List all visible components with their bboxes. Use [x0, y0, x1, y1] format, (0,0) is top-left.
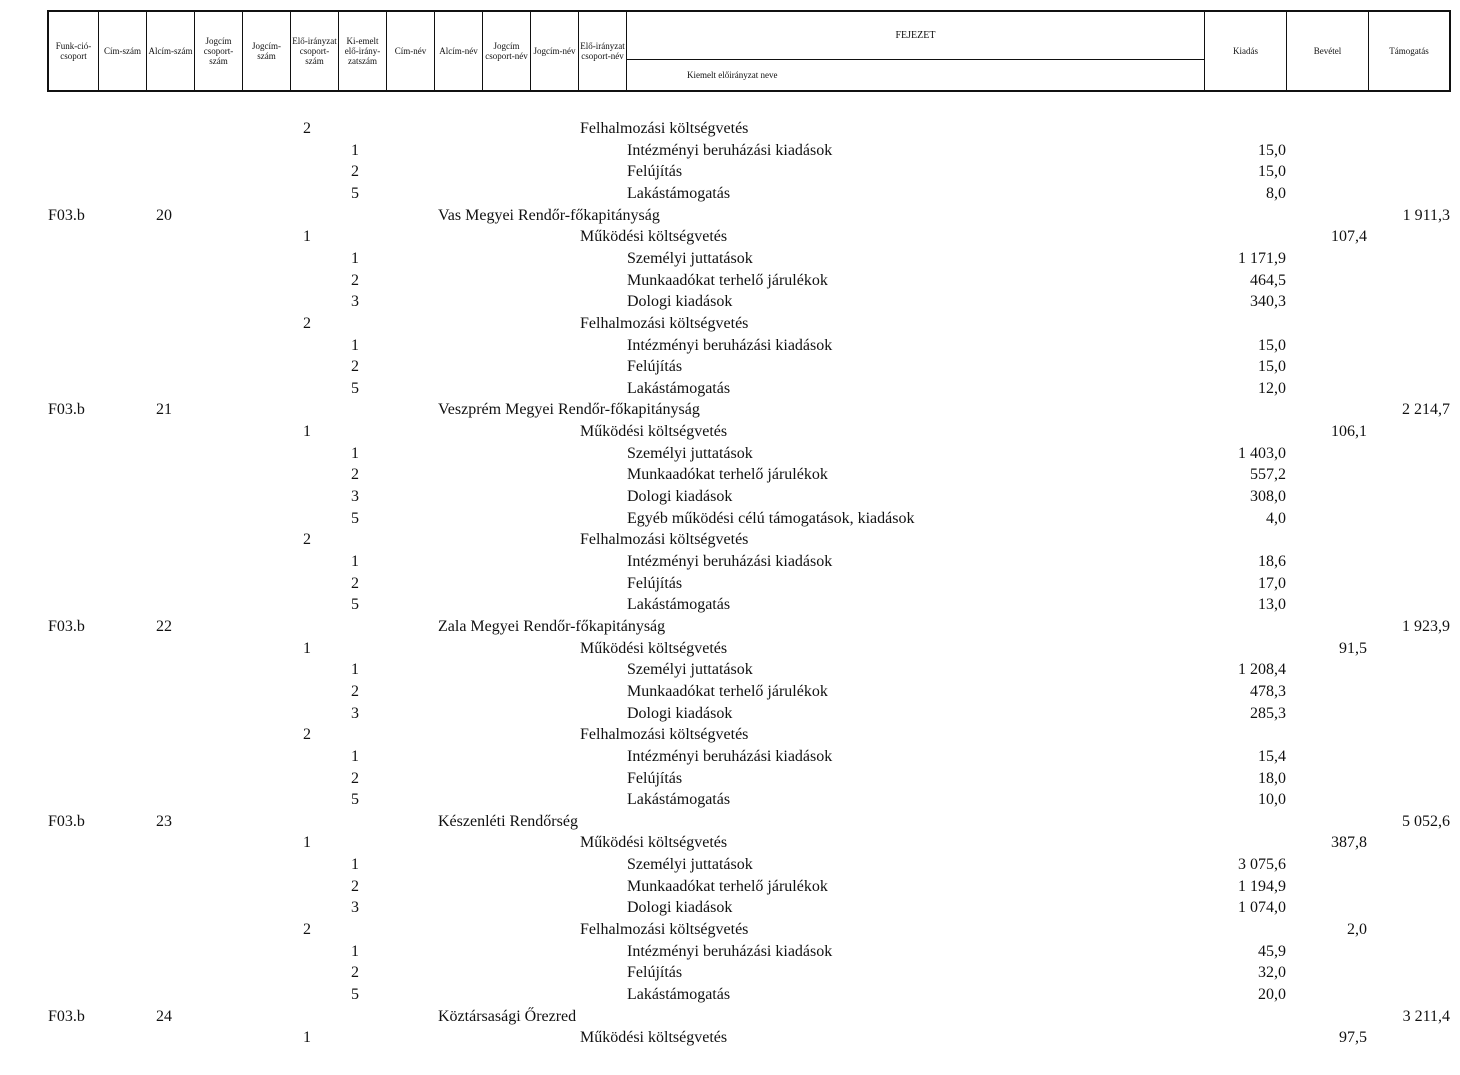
kiemelt-nev-cell: Dologi kiadások	[627, 293, 733, 311]
kiemelt-nev-cell: Felújítás	[627, 964, 683, 982]
kiadas-cell: 15,0	[1258, 163, 1286, 181]
kiadas-cell: 10,0	[1258, 791, 1286, 809]
table-row	[0, 681, 1460, 702]
header-cimnev: Cím-név	[387, 12, 435, 90]
eloiranyzat-csoport-cell: 2	[303, 921, 311, 939]
table-row	[0, 378, 1460, 399]
kiadas-cell: 18,0	[1258, 769, 1286, 787]
table-row	[0, 508, 1460, 529]
csoport-nev-cell: Működési költségvetés	[580, 423, 728, 441]
table-row	[0, 573, 1460, 594]
table-row	[0, 335, 1460, 356]
table-row	[0, 659, 1460, 680]
table-row	[0, 941, 1460, 962]
eloiranyzat-csoport-cell: 1	[303, 228, 311, 246]
csoport-nev-cell: Felhalmozási költségvetés	[580, 531, 749, 549]
header-bevetel: Bevétel	[1287, 12, 1369, 90]
cimszam-cell: 23	[156, 812, 172, 830]
csoport-nev-cell: Működési költségvetés	[580, 1029, 728, 1047]
table-row	[0, 616, 1460, 637]
kiemelt-eloiranyzat-cell: 3	[351, 293, 359, 311]
kiemelt-eloiranyzat-cell: 2	[351, 964, 359, 982]
table-row	[0, 464, 1460, 485]
csoport-nev-cell: Felhalmozási költségvetés	[580, 726, 749, 744]
funkcio-cell: F03.b	[48, 812, 85, 830]
table-row	[0, 811, 1460, 832]
table-row	[0, 551, 1460, 572]
kiadas-cell: 1 074,0	[1238, 899, 1286, 917]
table-row	[0, 291, 1460, 312]
cim-nev-cell: Készenléti Rendőrség	[438, 812, 578, 830]
table-row	[0, 1006, 1460, 1027]
table-row	[0, 832, 1460, 853]
kiemelt-nev-cell: Munkaadókat terhelő járulékok	[627, 682, 828, 700]
kiadas-cell: 557,2	[1250, 466, 1286, 484]
header-kiemelt-nev: Kiemelt előirányzat neve	[687, 70, 778, 80]
kiemelt-nev-cell: Intézményi beruházási kiadások	[627, 336, 833, 354]
table-row	[0, 486, 1460, 507]
table-row	[0, 703, 1460, 724]
kiadas-cell: 478,3	[1250, 682, 1286, 700]
kiemelt-eloiranyzat-cell: 1	[351, 336, 359, 354]
table-row	[0, 161, 1460, 182]
csoport-nev-cell: Működési költségvetés	[580, 228, 728, 246]
csoport-nev-cell: Felhalmozási költségvetés	[580, 120, 749, 137]
header-jogcimcsoportnev: Jogcím csoport-név	[483, 12, 531, 90]
kiemelt-eloiranyzat-cell: 1	[351, 942, 359, 960]
kiemelt-eloiranyzat-cell: 1	[351, 553, 359, 570]
eloiranyzat-csoport-cell: 1	[303, 1029, 311, 1047]
kiemelt-nev-cell: Dologi kiadások	[627, 899, 733, 917]
kiadas-cell: 45,9	[1258, 942, 1286, 960]
kiadas-cell: 32,0	[1258, 964, 1286, 982]
csoport-nev-cell: Működési költségvetés	[580, 639, 728, 657]
table-row	[0, 962, 1460, 983]
kiemelt-eloiranyzat-cell: 5	[351, 509, 359, 527]
kiemelt-nev-cell: Felújítás	[627, 769, 683, 787]
kiemelt-nev-cell: Intézményi beruházási kiadások	[627, 141, 833, 159]
kiadas-cell: 1 194,9	[1238, 877, 1286, 895]
kiemelt-nev-cell: Lakástámogatás	[627, 986, 731, 1003]
table-row	[0, 118, 1460, 139]
table-row	[0, 638, 1460, 659]
table-row	[0, 1027, 1460, 1048]
funkcio-cell: F03.b	[48, 617, 85, 635]
header-cimszam: Cím-szám	[99, 12, 147, 90]
table-row	[0, 746, 1460, 767]
kiemelt-eloiranyzat-cell: 1	[351, 856, 359, 874]
kiemelt-eloiranyzat-cell: 2	[351, 574, 359, 592]
kiemelt-eloiranyzat-cell: 1	[351, 444, 359, 462]
kiadas-cell: 15,0	[1258, 141, 1286, 159]
tamogatas-cell: 3 211,4	[1402, 1007, 1450, 1025]
kiemelt-eloiranyzat-cell: 1	[351, 249, 359, 267]
kiadas-cell: 15,0	[1258, 358, 1286, 376]
table-row	[0, 226, 1460, 247]
table-row	[0, 789, 1460, 810]
funkcio-cell: F03.b	[48, 206, 85, 224]
bevetel-cell: 91,5	[1339, 639, 1367, 657]
csoport-nev-cell: Felhalmozási költségvetés	[580, 314, 749, 332]
header-jogcimszam: Jogcím-szám	[243, 12, 291, 90]
table-row	[0, 313, 1460, 334]
kiemelt-nev-cell: Lakástámogatás	[627, 596, 731, 614]
kiemelt-eloiranyzat-cell: 1	[351, 747, 359, 765]
kiadas-cell: 8,0	[1266, 184, 1286, 202]
tamogatas-cell: 1 923,9	[1402, 617, 1450, 635]
kiemelt-eloiranyzat-cell: 2	[351, 682, 359, 700]
kiadas-cell: 464,5	[1250, 271, 1286, 289]
header-jogcimnev: Jogcím-név	[531, 12, 579, 90]
table-row	[0, 529, 1460, 550]
kiemelt-nev-cell: Felújítás	[627, 163, 683, 181]
kiadas-cell: 340,3	[1250, 293, 1286, 311]
cim-nev-cell: Vas Megyei Rendőr-főkapitányság	[438, 206, 660, 224]
cimszam-cell: 21	[156, 401, 172, 419]
cimszam-cell: 20	[156, 206, 172, 224]
tamogatas-cell: 1 911,3	[1402, 206, 1450, 224]
kiemelt-eloiranyzat-cell: 2	[351, 163, 359, 181]
table-row	[0, 140, 1460, 161]
kiemelt-eloiranyzat-cell: 1	[351, 661, 359, 679]
kiemelt-nev-cell: Lakástámogatás	[627, 791, 731, 809]
kiemelt-nev-cell: Munkaadókat terhelő járulékok	[627, 466, 828, 484]
kiadas-cell: 13,0	[1258, 596, 1286, 614]
cimszam-cell: 22	[156, 617, 172, 635]
table-row	[0, 854, 1460, 875]
table-row	[0, 768, 1460, 789]
header-funkcio: Funk-ció-csoport	[49, 12, 99, 90]
kiemelt-nev-cell: Dologi kiadások	[627, 704, 733, 722]
kiemelt-nev-cell: Lakástámogatás	[627, 184, 731, 202]
table-row	[0, 919, 1460, 940]
kiemelt-eloiranyzat-cell: 2	[351, 271, 359, 289]
tamogatas-cell: 2 214,7	[1402, 401, 1450, 419]
table-row	[0, 984, 1460, 1005]
kiemelt-nev-cell: Személyi juttatások	[627, 661, 753, 679]
kiemelt-nev-cell: Intézményi beruházási kiadások	[627, 942, 833, 960]
table-row	[0, 594, 1460, 615]
header-kiadas: Kiadás	[1205, 12, 1287, 90]
bevetel-cell: 2,0	[1347, 921, 1367, 939]
kiadas-cell: 1 403,0	[1238, 444, 1286, 462]
table-row	[0, 356, 1460, 377]
kiemelt-eloiranyzat-cell: 5	[351, 986, 359, 1003]
eloiranyzat-csoport-cell: 2	[303, 726, 311, 744]
table-row	[0, 876, 1460, 897]
kiemelt-nev-cell: Munkaadókat terhelő járulékok	[627, 271, 828, 289]
cimszam-cell: 24	[156, 1007, 172, 1025]
kiemelt-nev-cell: Személyi juttatások	[627, 249, 753, 267]
kiemelt-nev-cell: Munkaadókat terhelő járulékok	[627, 877, 828, 895]
bevetel-cell: 107,4	[1331, 228, 1367, 246]
kiemelt-nev-cell: Intézményi beruházási kiadások	[627, 747, 833, 765]
table-row	[0, 443, 1460, 464]
table-row	[0, 399, 1460, 420]
kiemelt-eloiranyzat-cell: 2	[351, 466, 359, 484]
kiadas-cell: 15,4	[1258, 747, 1286, 765]
cim-nev-cell: Zala Megyei Rendőr-főkapitányság	[438, 617, 666, 635]
cim-nev-cell: Köztársasági Őrezred	[438, 1007, 577, 1025]
header-fejezet: FEJEZET	[627, 12, 1204, 60]
kiemelt-eloiranyzat-cell: 3	[351, 488, 359, 506]
table-header	[47, 10, 1451, 92]
header-tamogatas: Támogatás	[1389, 46, 1429, 56]
eloiranyzat-csoport-cell: 2	[303, 314, 311, 332]
kiadas-cell: 4,0	[1266, 509, 1286, 527]
header-eloiranyzatcsoportszam: Elő-irányzat csoport-szám	[291, 12, 339, 90]
tamogatas-cell: 5 052,6	[1402, 812, 1450, 830]
header-eloiranyzatcsoportnev: Elő-irányzat csoport-név	[579, 12, 627, 90]
header-fejezet-block	[627, 12, 1205, 90]
kiemelt-nev-cell: Személyi juttatások	[627, 856, 753, 874]
csoport-nev-cell: Felhalmozási költségvetés	[580, 921, 749, 939]
kiadas-cell: 308,0	[1250, 488, 1286, 506]
header-alcimszam: Alcím-szám	[147, 12, 195, 90]
kiemelt-eloiranyzat-cell: 3	[351, 899, 359, 917]
eloiranyzat-csoport-cell: 1	[303, 834, 311, 852]
kiemelt-nev-cell: Felújítás	[627, 358, 683, 376]
kiemelt-eloiranyzat-cell: 5	[351, 184, 359, 202]
kiemelt-nev-cell: Lakástámogatás	[627, 379, 731, 397]
table-row	[0, 248, 1460, 269]
kiadas-cell: 285,3	[1250, 704, 1286, 722]
table-row	[0, 205, 1460, 226]
bevetel-cell: 97,5	[1339, 1029, 1367, 1047]
kiemelt-eloiranyzat-cell: 1	[351, 141, 359, 159]
bevetel-cell: 387,8	[1331, 834, 1367, 852]
header-kiemelt: Ki-emelt elő-irány-zatszám	[339, 12, 387, 90]
kiadas-cell: 17,0	[1258, 574, 1286, 592]
table-row	[0, 897, 1460, 918]
kiadas-cell: 15,0	[1258, 336, 1286, 354]
kiemelt-eloiranyzat-cell: 3	[351, 704, 359, 722]
kiemelt-nev-cell: Intézményi beruházási kiadások	[627, 553, 833, 570]
kiemelt-nev-cell: Felújítás	[627, 574, 683, 592]
kiemelt-nev-cell: Személyi juttatások	[627, 444, 753, 462]
table-row	[0, 270, 1460, 291]
kiemelt-nev-cell: Dologi kiadások	[627, 488, 733, 506]
header-alcimnev: Alcím-név	[435, 12, 483, 90]
kiemelt-eloiranyzat-cell: 5	[351, 596, 359, 614]
kiemelt-eloiranyzat-cell: 2	[351, 769, 359, 787]
csoport-nev-cell: Működési költségvetés	[580, 834, 728, 852]
eloiranyzat-csoport-cell: 1	[303, 423, 311, 441]
kiemelt-eloiranyzat-cell: 2	[351, 877, 359, 895]
kiemelt-nev-cell: Egyéb működési célú támogatások, kiadások	[627, 509, 915, 527]
table-row	[0, 421, 1460, 442]
kiemelt-eloiranyzat-cell: 2	[351, 358, 359, 376]
kiadas-cell: 1 171,9	[1238, 249, 1286, 267]
kiadas-cell: 1 208,4	[1238, 661, 1286, 679]
kiadas-cell: 20,0	[1258, 986, 1286, 1003]
header-jogcimcsoportszam: Jogcím csoport-szám	[195, 12, 243, 90]
table-row	[0, 724, 1460, 745]
kiadas-cell: 12,0	[1258, 379, 1286, 397]
kiemelt-eloiranyzat-cell: 5	[351, 379, 359, 397]
kiemelt-eloiranyzat-cell: 5	[351, 791, 359, 809]
eloiranyzat-csoport-cell: 2	[303, 531, 311, 549]
eloiranyzat-csoport-cell: 2	[303, 120, 311, 137]
kiadas-cell: 18,6	[1258, 553, 1286, 570]
funkcio-cell: F03.b	[48, 1007, 85, 1025]
table-row	[0, 183, 1460, 204]
eloiranyzat-csoport-cell: 1	[303, 639, 311, 657]
cim-nev-cell: Veszprém Megyei Rendőr-főkapitányság	[438, 401, 700, 419]
funkcio-cell: F03.b	[48, 401, 85, 419]
kiadas-cell: 3 075,6	[1238, 856, 1286, 874]
bevetel-cell: 106,1	[1331, 423, 1367, 441]
